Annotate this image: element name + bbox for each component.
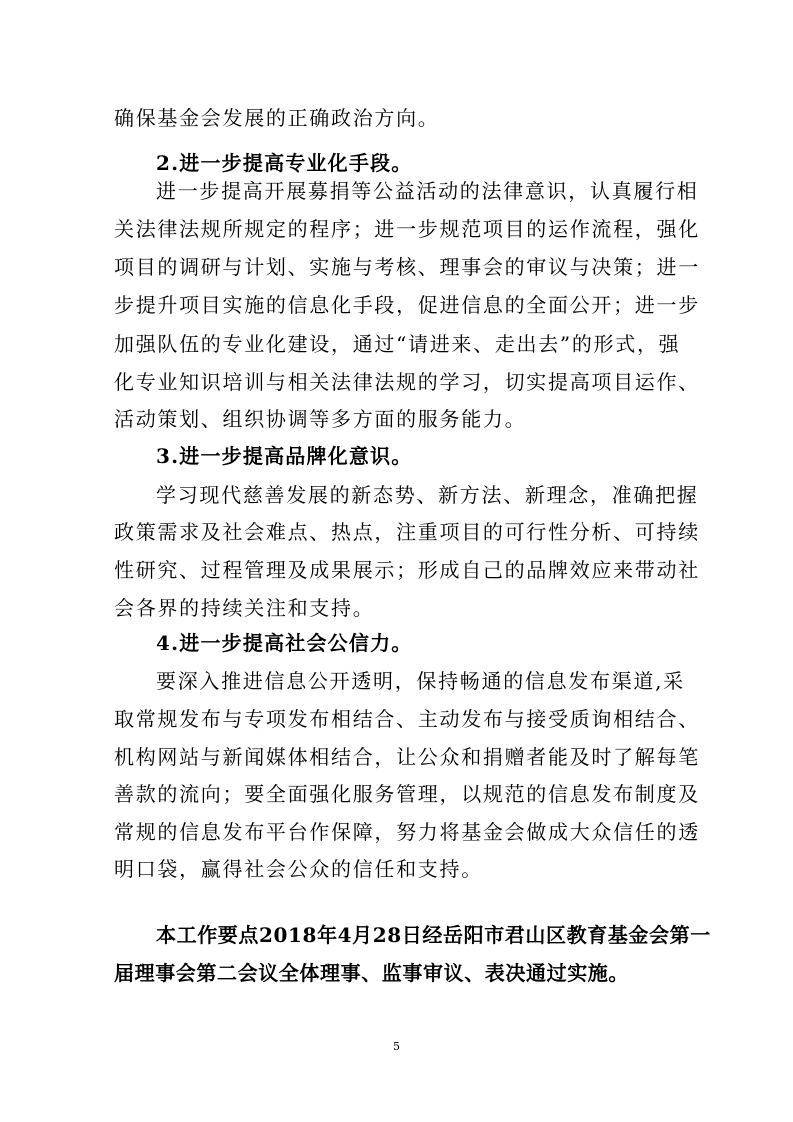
section-heading-3: 3.进一步提高品牌化意识。: [156, 444, 413, 468]
section-heading-4: 4.进一步提高社会公信力。: [156, 631, 413, 655]
paragraph-line: 活动策划、组织协调等多方面的服务能力。: [114, 407, 527, 431]
paragraph-line: 善款的流向；要全面强化服务管理，以规范的信息发布制度及: [114, 782, 700, 806]
closing-statement-line-1: 本工作要点2018年4月28日经岳阳市君山区教育基金会第一: [156, 923, 711, 947]
closing-statement-line-2: 届理事会第二会议全体理事、监事审议、表决通过实施。: [114, 961, 629, 985]
page-number: 5: [393, 1040, 400, 1053]
paragraph-line: 要深入推进信息公开透明，保持畅通的信息发布渠道,采: [156, 669, 685, 693]
paragraph-line: 会各界的持续关注和支持。: [114, 596, 375, 620]
paragraph-line: 学习现代慈善发展的新态势、新方法、新理念，准确把握: [156, 483, 699, 507]
paragraph-line: 明口袋，赢得社会公众的信任和支持。: [114, 857, 483, 881]
paragraph-line: 取常规发布与专项发布相结合、主动发布与接受质询相结合、: [114, 707, 700, 731]
section-heading-2: 2.进一步提高专业化手段。: [156, 151, 413, 175]
paragraph-line: 确保基金会发展的正确政治方向。: [114, 106, 440, 130]
paragraph-line: 化专业知识培训与相关法律法规的学习，切实提高项目运作、: [114, 370, 700, 394]
paragraph-line: 进一步提高开展募捐等公益活动的法律意识，认真履行相: [156, 179, 699, 203]
paragraph-line: 项目的调研与计划、实施与考核、理事会的审议与决策；进一: [114, 255, 700, 279]
paragraph-line: 步提升项目实施的信息化手段，促进信息的全面公开；进一步: [114, 293, 700, 317]
paragraph-line: 加强队伍的专业化建设，通过“请进来、走出去”的形式，强: [114, 332, 681, 356]
paragraph-line: 性研究、过程管理及成果展示；形成自己的品牌效应来带动社: [114, 558, 700, 582]
paragraph-line: 常规的信息发布平台作保障，努力将基金会做成大众信任的透: [114, 820, 700, 844]
paragraph-line: 机构网站与新闻媒体相结合，让公众和捐赠者能及时了解每笔: [114, 745, 700, 769]
paragraph-line: 政策需求及社会难点、热点，注重项目的可行性分析、可持续: [114, 520, 700, 544]
paragraph-line: 关法律法规所规定的程序；进一步规范项目的运作流程，强化: [114, 217, 700, 241]
